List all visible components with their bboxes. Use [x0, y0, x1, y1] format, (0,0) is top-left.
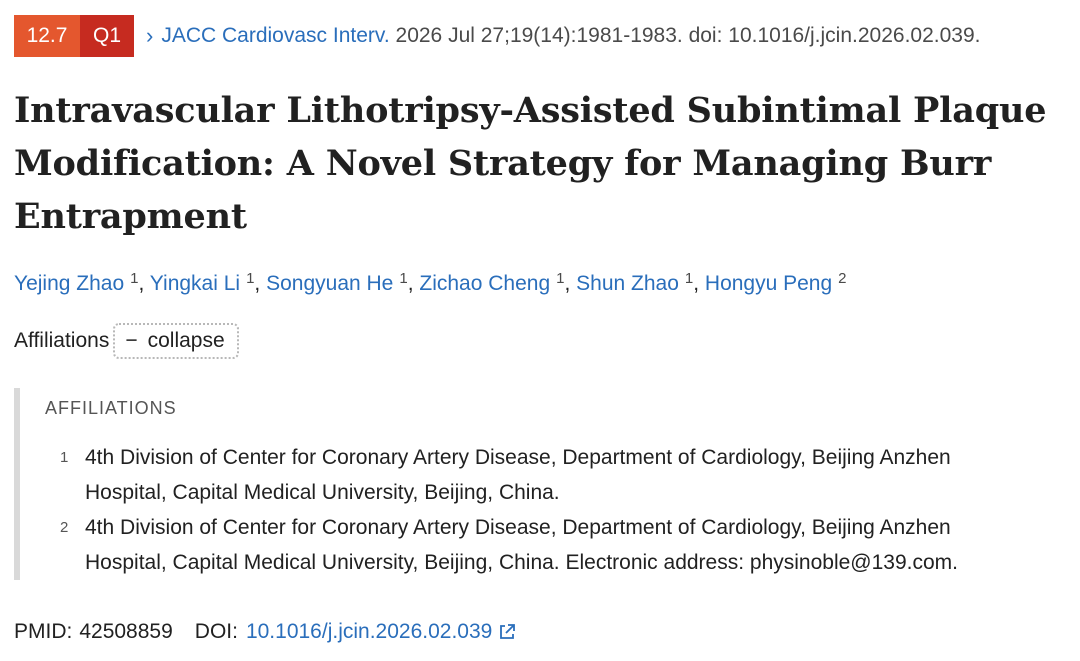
- affiliation-line: 4th Division of Center for Coronary Artery Disease, Department of Cardiology, Beijing Anzhen: [85, 516, 951, 539]
- affiliation-text: [85, 440, 951, 510]
- affiliation-ref[interactable]: 1: [684, 270, 694, 287]
- author-link[interactable]: Zichao Cheng: [419, 272, 551, 295]
- title-line: Intravascular Lithotripsy-Assisted Subintimal Plaque: [14, 90, 1047, 131]
- affiliation-ref[interactable]: 1: [399, 270, 408, 287]
- affiliations-heading: AFFILIATIONS: [45, 398, 177, 418]
- article-title: [14, 84, 1076, 243]
- affiliation-ref[interactable]: 1: [130, 270, 139, 287]
- affiliations-panel: [14, 388, 1074, 580]
- article-identifiers: [14, 620, 516, 644]
- quartile-badge[interactable]: Q1: [80, 15, 134, 57]
- collapse-affiliations-button[interactable]: [113, 323, 238, 359]
- affiliation-item: [56, 510, 1056, 580]
- affiliation-text: [85, 510, 958, 580]
- minus-icon: −: [125, 329, 138, 352]
- journal-metrics-badge[interactable]: [14, 15, 134, 57]
- affiliation-line: 4th Division of Center for Coronary Artery Disease, Department of Cardiology, Beijing Anzhen: [85, 446, 951, 469]
- affiliation-item: [56, 440, 1056, 510]
- affiliation-ref[interactable]: 1: [246, 270, 255, 287]
- affiliations-list: [56, 440, 1056, 580]
- citation-bar: [14, 15, 980, 57]
- title-line: Entrapment: [14, 196, 247, 237]
- affiliations-label: Affiliations: [14, 329, 110, 352]
- collapse-label: collapse: [147, 329, 225, 352]
- affiliation-number: 1: [60, 449, 69, 466]
- impact-factor-badge[interactable]: 12.7: [14, 15, 80, 57]
- pmid-value: 42508859: [79, 620, 173, 643]
- affiliation-ref[interactable]: 1: [556, 270, 565, 287]
- author-link[interactable]: Shun Zhao: [576, 272, 679, 295]
- author-list: Yejing Zhao $^1$, Yingkai Li $^1$, Songyuan He $^1$, Zichao Cheng $^1$, Shun Zhao $^1$, Hongyu Peng $^2$: [14, 270, 847, 295]
- author-link[interactable]: Yejing Zhao: [14, 272, 125, 295]
- author-link[interactable]: Songyuan He: [266, 272, 394, 295]
- affiliations-toggle-row: [14, 320, 239, 362]
- doi-link[interactable]: 10.1016/j.jcin.2026.02.039: [245, 620, 493, 643]
- pmid-label: PMID:: [14, 620, 73, 643]
- title-line: Modification: A Novel Strategy for Managing Burr: [14, 143, 992, 184]
- citation-line: [146, 24, 980, 48]
- doi-label: DOI:: [194, 620, 238, 643]
- external-link-icon[interactable]: [498, 623, 516, 641]
- affiliation-number: 2: [60, 519, 69, 536]
- affiliation-ref[interactable]: 2: [838, 270, 847, 287]
- chevron-right-icon[interactable]: ›: [146, 23, 154, 48]
- affiliation-line: Hospital, Capital Medical University, Beijing, China.: [85, 481, 560, 504]
- author-link[interactable]: Hongyu Peng: [704, 272, 833, 295]
- citation-details: 2026 Jul 27;19(14):1981-1983. doi: 10.1016/j.jcin.2026.02.039.: [389, 24, 981, 47]
- affiliation-line: Hospital, Capital Medical University, Beijing, China. Electronic address: physinoble@139.com.: [85, 551, 958, 574]
- journal-link[interactable]: JACC Cardiovasc Interv.: [161, 24, 390, 47]
- author-link[interactable]: Yingkai Li: [149, 272, 241, 295]
